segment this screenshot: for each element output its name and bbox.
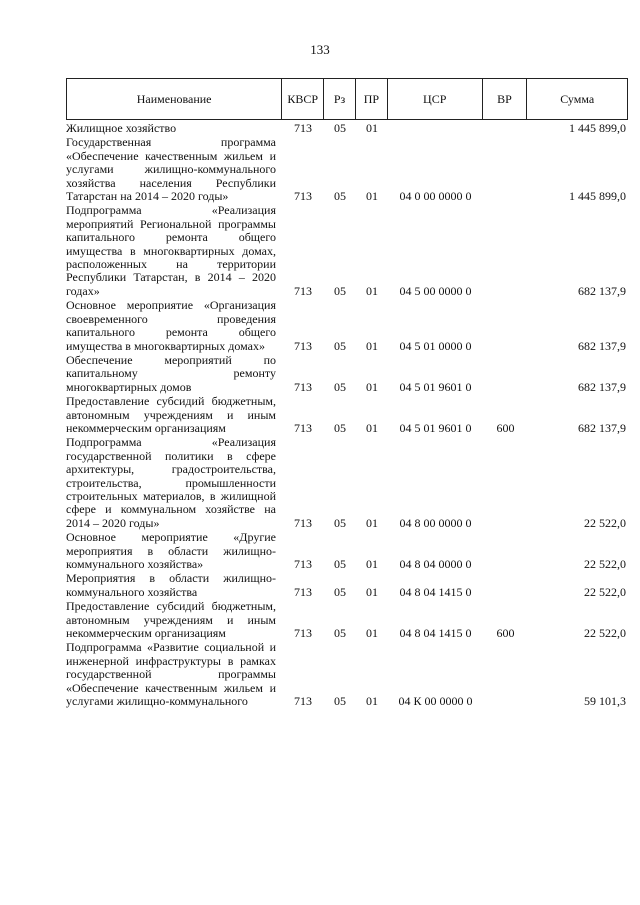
row-pr: 01 xyxy=(366,283,378,298)
column-header-vr: ВР xyxy=(483,79,528,119)
row-pr: 01 xyxy=(366,557,378,571)
row-rz: 05 xyxy=(334,283,346,298)
row-pr: 01 xyxy=(366,515,378,530)
row-pr: 01 xyxy=(366,338,378,353)
row-vr: 600 xyxy=(496,626,515,641)
row-name: Предоставление субсидий бюджетным, автономным учреждениям и иным некоммерческим организациям xyxy=(66,599,276,641)
row-kvsr: 713 xyxy=(294,515,312,530)
row-sum: 22 522,0 xyxy=(584,557,626,571)
table-row xyxy=(66,436,628,530)
row-name: Мероприятия в области жилищно-коммунального хозяйства xyxy=(66,571,276,599)
table-body xyxy=(66,122,628,709)
row-name: Подпрограмма «Реализация мероприятий Региональной программы капитального ремонта общего имущества в многоквартирных домах, расположенных на территории Республики Татарстан, в 2014 – 2020 годах» xyxy=(66,203,276,298)
table-row xyxy=(66,204,628,298)
table-row xyxy=(66,299,628,353)
row-rz: 05 xyxy=(334,584,346,599)
row-sum: 22 522,0 xyxy=(584,584,626,599)
row-rz: 05 xyxy=(334,121,346,135)
row-sum: 1 445 899,0 xyxy=(569,189,626,204)
table-row xyxy=(66,531,628,571)
row-csr: 04 5 00 0000 0 xyxy=(399,283,472,298)
row-kvsr: 713 xyxy=(294,283,312,298)
row-rz: 05 xyxy=(334,515,346,530)
row-kvsr: 713 xyxy=(294,626,312,641)
row-rz: 05 xyxy=(334,189,346,204)
row-name: Подпрограмма «Реализация государственной политики в сфере архитектуры, градостроительства, строительства, промышленности строительных материалов, в жилищной сфере и коммунальном хозяйстве на 2014 – 2020 годы» xyxy=(66,435,276,530)
row-csr: 04 8 04 1415 0 xyxy=(399,584,472,599)
row-vr: 600 xyxy=(496,420,515,435)
row-rz: 05 xyxy=(334,694,346,709)
table-row xyxy=(66,122,628,135)
row-csr: 04 8 00 0000 0 xyxy=(399,515,472,530)
row-pr: 01 xyxy=(366,379,378,394)
row-rz: 05 xyxy=(334,420,346,435)
table-row xyxy=(66,641,628,708)
table-row xyxy=(66,600,628,640)
column-header-name: Наименование xyxy=(67,79,282,119)
row-name: Государственная программа «Обеспечение качественным жильем и услугами жилищно-коммунального хозяйства населения Республики Татарстан на 2014 – 2020 годы» xyxy=(66,135,276,204)
row-pr: 01 xyxy=(366,420,378,435)
row-sum: 682 137,9 xyxy=(578,338,626,353)
table-row xyxy=(66,354,628,394)
row-pr: 01 xyxy=(366,121,378,135)
table-row xyxy=(66,395,628,435)
row-kvsr: 713 xyxy=(294,557,312,571)
page-number: 133 xyxy=(310,42,330,57)
row-name: Подпрограмма «Развитие социальной и инженерной инфраструктуры в рамках государственной программы «Обеспечение качественным жильем и услугами жилищно-коммунального xyxy=(66,640,276,709)
row-name: Основное мероприятие «Организация своевременного проведения капитального ремонта общего имущества в многоквартирных домах» xyxy=(66,298,276,353)
row-sum: 59 101,3 xyxy=(584,694,626,709)
row-sum: 682 137,9 xyxy=(578,379,626,394)
row-kvsr: 713 xyxy=(294,189,312,204)
row-kvsr: 713 xyxy=(294,121,312,135)
row-kvsr: 713 xyxy=(294,584,312,599)
row-sum: 22 522,0 xyxy=(584,626,626,641)
row-sum: 682 137,9 xyxy=(578,283,626,298)
row-kvsr: 713 xyxy=(294,694,312,709)
column-header-rz: Рз xyxy=(324,79,356,119)
column-header-sum: Сумма xyxy=(560,91,595,106)
row-sum: 22 522,0 xyxy=(584,515,626,530)
row-sum: 1 445 899,0 xyxy=(569,121,626,135)
row-sum: 682 137,9 xyxy=(578,420,626,435)
table-row xyxy=(66,136,628,203)
row-name: Основное мероприятие «Другие мероприятия в области жилищно-коммунального хозяйства» xyxy=(66,530,276,571)
row-csr: 04 8 04 0000 0 xyxy=(399,557,472,571)
column-header-kvsr: КВСР xyxy=(282,79,324,119)
row-pr: 01 xyxy=(366,694,378,709)
row-csr: 04 0 00 0000 0 xyxy=(399,189,472,204)
row-csr: 04 8 04 1415 0 xyxy=(399,626,472,641)
row-csr: 04 5 01 9601 0 xyxy=(399,379,472,394)
row-pr: 01 xyxy=(366,189,378,204)
column-header-pr: ПР xyxy=(356,79,388,119)
column-header-csr: ЦСР xyxy=(388,79,483,119)
row-pr: 01 xyxy=(366,626,378,641)
row-csr: 04 К 00 0000 0 xyxy=(398,694,473,709)
row-pr: 01 xyxy=(366,584,378,599)
row-name: Предоставление субсидий бюджетным, автономным учреждениям и иным некоммерческим организациям xyxy=(66,394,276,435)
table-header xyxy=(66,78,628,120)
table-row xyxy=(66,572,628,599)
row-kvsr: 713 xyxy=(294,379,312,394)
row-name: Обеспечение мероприятий по капитальному ремонту многоквартирных домов xyxy=(66,352,276,394)
row-csr: 04 5 01 0000 0 xyxy=(399,338,472,353)
row-name: Жилищное хозяйство xyxy=(66,121,177,135)
row-kvsr: 713 xyxy=(294,420,312,435)
row-rz: 05 xyxy=(334,379,346,394)
row-kvsr: 713 xyxy=(294,338,312,353)
row-rz: 05 xyxy=(334,338,346,353)
row-rz: 05 xyxy=(334,557,346,571)
row-csr: 04 5 01 9601 0 xyxy=(399,420,472,435)
row-rz: 05 xyxy=(334,626,346,641)
